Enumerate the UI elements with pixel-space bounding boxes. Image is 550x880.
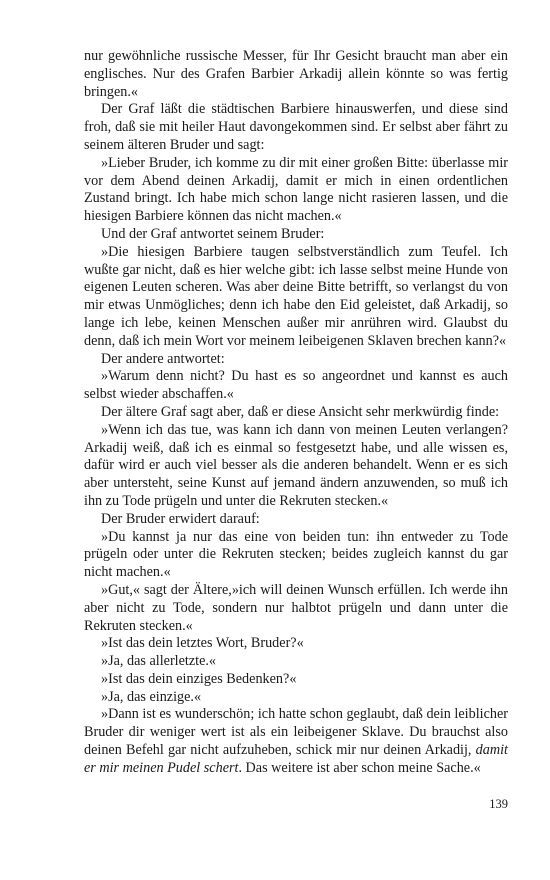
paragraph-14: »Ja, das allerletzte.« [101, 653, 217, 670]
paragraph-16: »Ja, das einzige.« [101, 688, 202, 705]
paragraph-7: »Warum denn nicht? Du hast es so angeordnet und kannst es auch selbst wieder abschaffen.« [84, 368, 508, 403]
paragraph-2: Der Graf läßt die städtischen Barbiere hinauswerfen, und diese sind froh, daß sie mit heiler Haut davongekommen sind. Er selbst aber fährt zu seinem älteren Bruder und sagt: [84, 101, 508, 153]
paragraph-3: »Lieber Bruder, ich komme zu dir mit einer großen Bitte: überlasse mir vor dem Abend deinen Arkadij, damit er mich in einen ordentlichen Zustand bringt. Ich habe mich schon lange nicht rasieren lassen, und die hiesigen Barbiere können das nicht machen.« [84, 154, 508, 225]
paragraph-13: »Ist das dein letztes Wort, Bruder?« [101, 635, 304, 652]
paragraph-8: Der ältere Graf sagt aber, daß er diese Ansicht sehr merkwürdig finde: [101, 403, 500, 420]
paragraph-5: »Die hiesigen Barbiere taugen selbstverständlich zum Teufel. Ich wußte gar nicht, daß es hier welche gibt: ich lasse selbst meine Hunde von eigenen Leuten scheren. Was aber deine Bitte betrifft, so verlangst du von mir etwas Unmögliches; denn ich habe den Eid geleistet, daß Arkadij, so lange ich lebe, keinen Menschen außer mir anrühren wird. Glaubst du denn, daß ich mein Wort vor meinem leibeigenen Sklaven brechen kann?« [84, 243, 508, 349]
paragraph-17-italic: damit er mir meinen Pudel schert [84, 742, 508, 776]
paragraph-10: Der Bruder erwidert darauf: [101, 510, 260, 527]
paragraph-17 [84, 706, 508, 777]
paragraph-12: »Gut,« sagt der Ältere,»ich will deinen Wunsch erfüllen. Ich werde ihn aber nicht zu Tode, sondern nur halbtot prügeln und dann unter die Rekruten stecken.« [84, 581, 508, 634]
paragraph-4: Und der Graf antwortet seinem Bruder: [101, 225, 325, 242]
page-number: 139 [489, 797, 508, 811]
paragraph-17-text-start: »Dann ist es wunderschön; ich hatte schon geglaubt, daß dein leiblicher Bruder dir weniger wert ist als ein leibeigener Sklave. Du brauchst also deinen Befehl gar nicht aufzuheben, schick mir nur deinen Arkadij, [84, 706, 508, 759]
paragraph-17-text-end: . Das weitere ist aber schon meine Sache.« [238, 759, 481, 776]
paragraph-11: »Du kannst ja nur das eine von beiden tun: ihn entweder zu Tode prügeln oder unter die Rekruten stecken; beides zugleich kannst du gar nicht machen.« [84, 528, 508, 581]
book-page [84, 48, 508, 778]
paragraph-1: nur gewöhnliche russische Messer, für Ihr Gesicht braucht man aber ein englisches. Nur des Grafen Barbier Arkadij allein könnte so was fertig bringen.« [84, 48, 508, 100]
paragraph-15: »Ist das dein einziges Bedenken?« [101, 670, 297, 687]
paragraph-6: Der andere antwortet: [101, 350, 225, 367]
paragraph-9: »Wenn ich das tue, was kann ich dann von meinen Leuten verlangen? Arkadij weiß, daß ich es einmal so festgesetzt habe, und alle wissen es, dafür wird er auch viel besser als die anderen behandelt. Wenn er es sich aber untersteht, seine Kunst auf jemand ändern anzuwenden, so muß ich ihn zu Tode prügeln und unter die Rekruten stecken.« [84, 421, 508, 509]
